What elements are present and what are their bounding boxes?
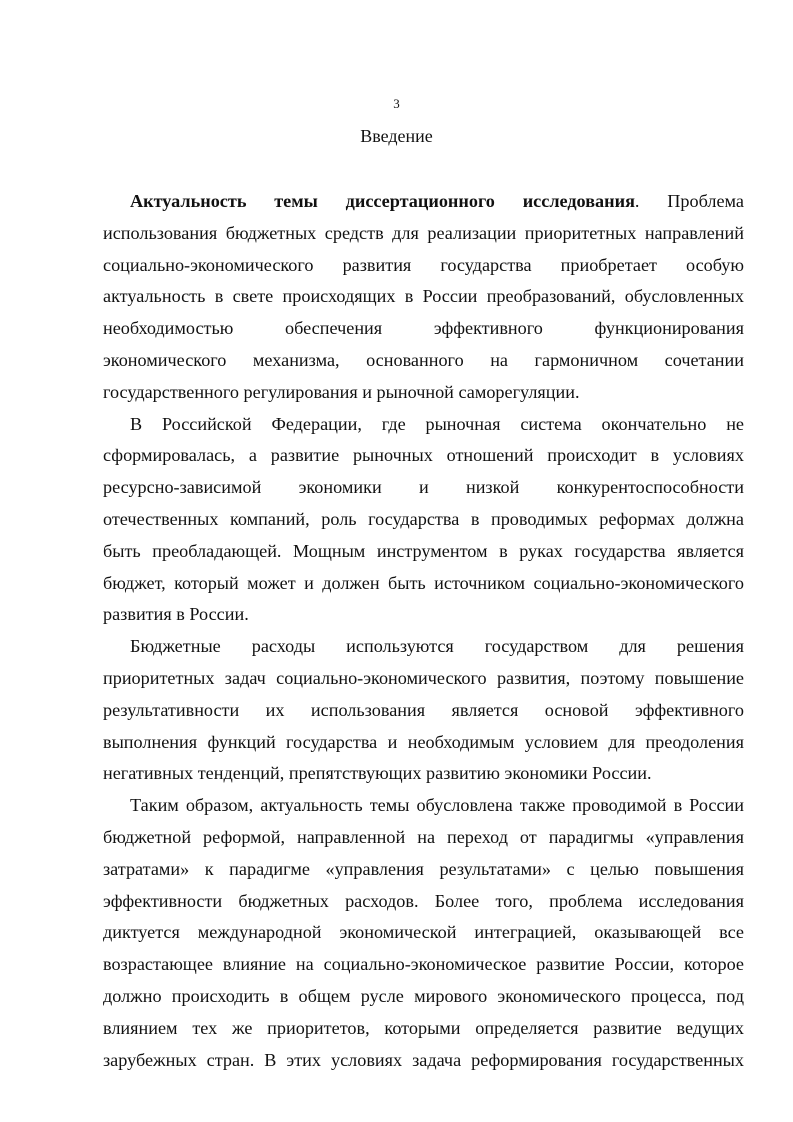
text-line: В Российской Федерации, где рыночная система окончательно не xyxy=(130,413,744,434)
text-line: влиянием тех же приоритетов, которыми определяется развитие ведущих xyxy=(103,1017,744,1038)
text-line: негативных тенденций, препятствующих развитию экономики России. xyxy=(103,763,652,784)
page-number: 3 xyxy=(393,96,400,111)
text-line: государственного регулирования и рыночной саморегуляции. xyxy=(103,381,580,402)
text-line: ресурсно-зависимой экономики и низкой конкурентоспособности xyxy=(103,477,744,498)
paragraph-relevance xyxy=(103,186,744,409)
section-heading: Введение xyxy=(360,126,433,146)
text-line: быть преобладающей. Мощным инструментом в руках государства является xyxy=(103,540,744,561)
paragraph-budget-expenses xyxy=(103,631,744,790)
text-line: использования бюджетных средств для реализации приоритетных направлений xyxy=(103,222,744,243)
text-line: Таким образом, актуальность темы обусловлена также проводимой в России xyxy=(130,795,744,816)
text-line: экономического механизма, основанного на гармоничном сочетании xyxy=(103,349,744,370)
text-line: затратами» к парадигме «управления результатами» с целью повышения xyxy=(103,858,744,879)
text-line: актуальность в свете происходящих в России преобразований, обусловленных xyxy=(103,286,744,307)
body-text xyxy=(103,186,744,1076)
text-line: диктуется международной экономической интеграцией, оказывающей все xyxy=(103,922,744,943)
text-span: . Проблема xyxy=(634,191,744,211)
text-line: должно происходить в общем русле мирового экономического процесса, под xyxy=(103,985,744,1006)
text-line: бюджет, который может и должен быть источником социально-экономического xyxy=(103,572,744,593)
text-line: зарубежных стран. В этих условиях задача реформирования государственных xyxy=(103,1049,744,1070)
text-line xyxy=(103,186,744,218)
text-line: необходимостью обеспечения эффективного функционирования xyxy=(103,318,744,339)
text-line: социально-экономического развития государства приобретает особую xyxy=(103,254,744,275)
text-line: Бюджетные расходы используются государством для решения xyxy=(130,636,744,657)
text-line: бюджетной реформой, направленной на переход от парадигмы «управления xyxy=(103,826,744,847)
text-line: эффективности бюджетных расходов. Более того, проблема исследования xyxy=(103,890,744,911)
text-line: приоритетных задач социально-экономического развития, поэтому повышение xyxy=(103,667,744,688)
paragraph-federation xyxy=(103,409,744,632)
text-line: сформировалась, а развитие рыночных отношений происходит в условиях xyxy=(103,445,744,466)
text-line: развития в России. xyxy=(103,604,249,625)
text-line: результативности их использования является основой эффективного xyxy=(103,699,744,720)
text-line: отечественных компаний, роль государства в проводимых реформах должна xyxy=(103,508,744,529)
text-line: выполнения функций государства и необходимым условием для преодоления xyxy=(103,731,744,752)
text-line: возрастающее влияние на социально-экономическое развитие России, которое xyxy=(103,954,744,975)
paragraph-budget-reform xyxy=(103,790,744,1076)
bold-lead-phrase: Актуальность темы диссертационного исследования xyxy=(130,191,635,211)
